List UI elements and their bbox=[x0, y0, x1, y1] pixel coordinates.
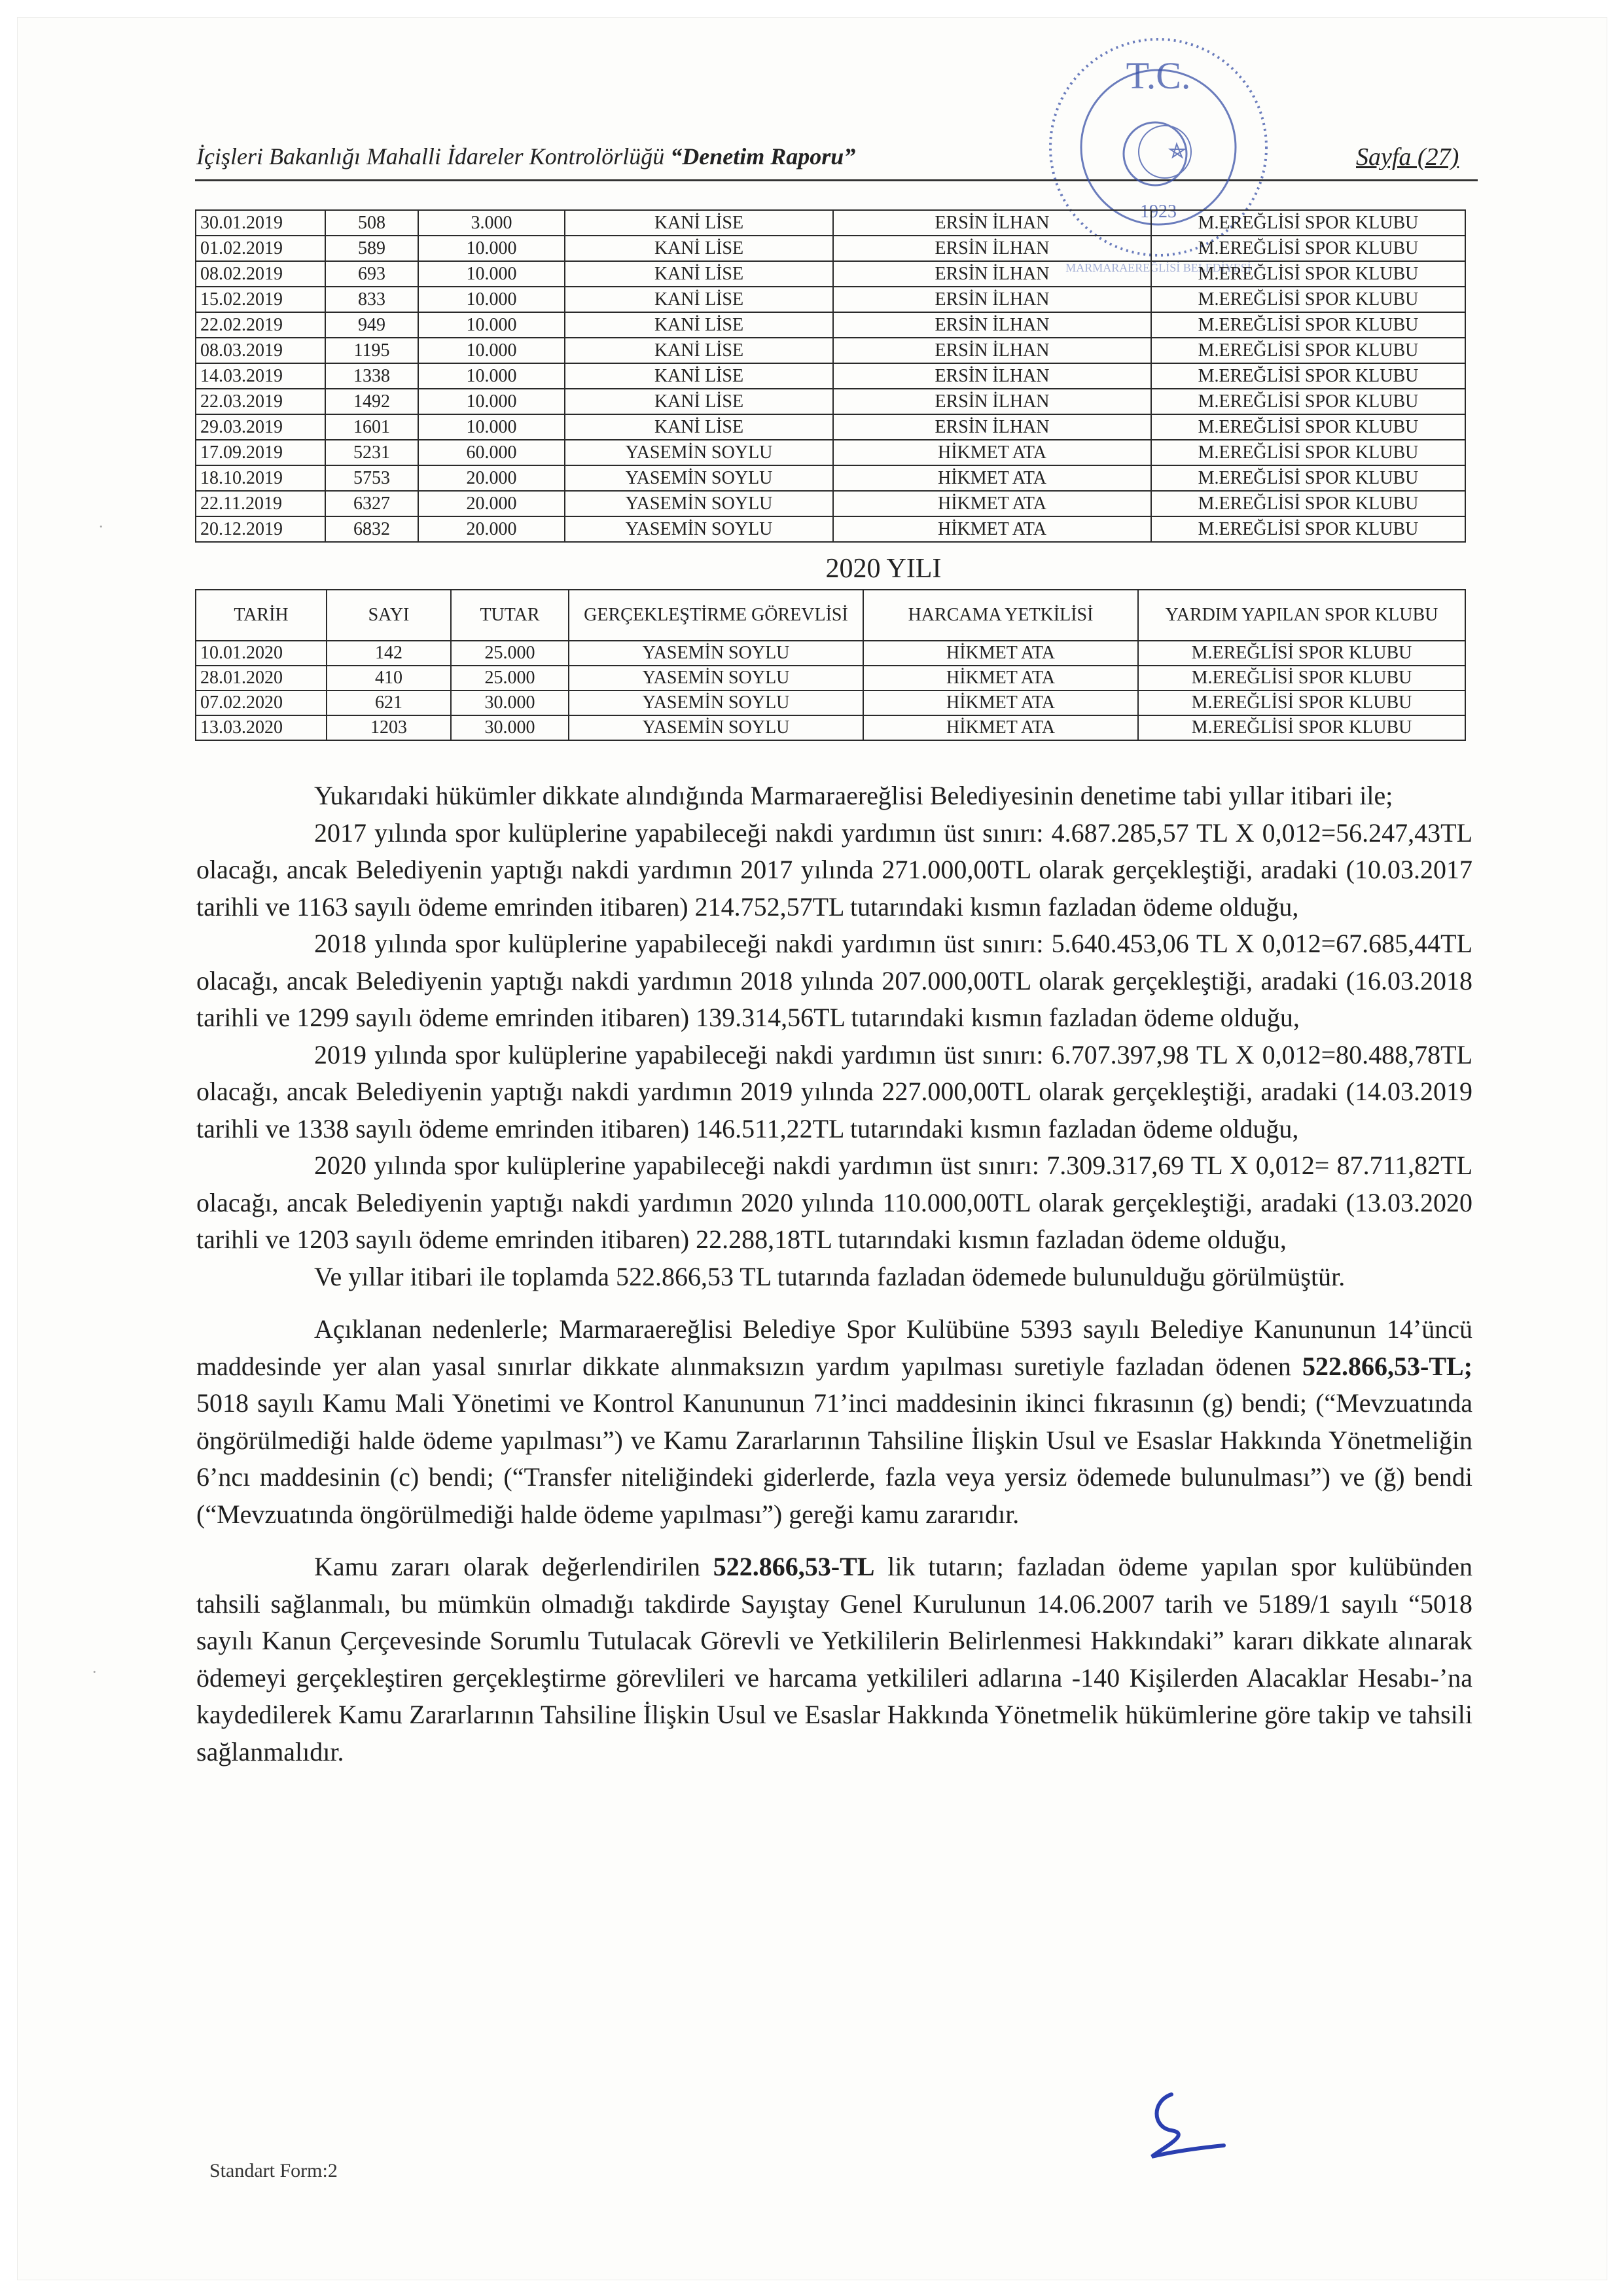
number-cell: 508 bbox=[325, 210, 418, 236]
report-body bbox=[196, 778, 1472, 1770]
officer-cell: KANİ LİSE bbox=[565, 389, 833, 414]
date-cell: 20.12.2019 bbox=[196, 516, 325, 542]
officer-cell: KANİ LİSE bbox=[565, 363, 833, 389]
scan-margin-mark: · bbox=[92, 1662, 98, 1681]
conclusion-text-b: lik tutarın; fazladan ödeme yapılan spor kulübünden tahsili sağlanmalı, bu mümkün olmadığı takdirde Sayıştay Genel Kurulunun 14.06.2007 tarih ve 5189/1 sayılı “5018 sayılı Kanun Çerçevesinde Sorumlu Tutulacak Görevli ve Yetkililerin Belirlenmesi Hakkındaki” kararı dikkate alınarak ödemeyi gerçekleştiren gerçekleştirme görevlileri ve harcama yetkilileri adlarına -140 Kişilerden Alacaklar Hesabı-’na kaydedilerek Kamu Zararlarının Tahsiline İlişkin Usul ve Esaslar Hakkında Yönetmelik hükümlerine göre takip ve tahsili sağlanmalıdır. bbox=[196, 1552, 1472, 1767]
reason-text-b: 5018 sayılı Kamu Mali Yönetimi ve Kontrol Kanununun 71’inci maddesinin ikinci fıkrasının (g) bendi; (“Mevzuatında öngörülmediği halde ödeme yapılması”) ve Kamu Zararlarının Tahsiline İlişkin Usul ve Esaslar Hakkında Yönetmeliğin 6’ncı maddesinin (c) bendi; (“Transfer niteliğindeki giderlerde, fazla veya yersiz ödemede bulunulması”) ve (ğ) bendi (“Mevzuatında öngörülmediği halde ödeme yapılması”) gereği kamu zararıdır. bbox=[196, 1388, 1472, 1529]
number-cell: 5231 bbox=[325, 440, 418, 465]
officer-cell: KANİ LİSE bbox=[565, 338, 833, 363]
authority-cell: ERSİN İLHAN bbox=[833, 236, 1151, 261]
authority-cell: ERSİN İLHAN bbox=[833, 287, 1151, 312]
amount-cell: 60.000 bbox=[418, 440, 565, 465]
paragraph-2018: 2018 yılında spor kulüplerine yapabileceği nakdi yardımın üst sınırı: 5.640.453,06 TL X 0,012=67.685,44TL olacağı, ancak Belediyenin yaptığı nakdi yardımın 2018 yılında 207.000,00TL olarak gerçekleştiği, aradaki (16.03.2018 tarihli ve 1299 sayılı ödeme emrinden itibaren) 139.314,56TL tutarındaki kısmın fazladan ödeme olduğu, bbox=[196, 929, 1472, 1032]
initials-signature bbox=[1126, 2075, 1237, 2173]
number-cell: 142 bbox=[327, 641, 451, 666]
club-cell: M.EREĞLİSİ SPOR KLUBU bbox=[1151, 287, 1465, 312]
authority-cell: ERSİN İLHAN bbox=[833, 312, 1151, 338]
table-row bbox=[196, 414, 1465, 440]
table-row bbox=[196, 641, 1465, 666]
table-row bbox=[196, 389, 1465, 414]
club-cell: M.EREĞLİSİ SPOR KLUBU bbox=[1138, 666, 1465, 691]
scan-margin-mark: · bbox=[98, 517, 104, 536]
paragraph-2019: 2019 yılında spor kulüplerine yapabileceği nakdi yardımın üst sınırı: 6.707.397,98 TL X 0,012=80.488,78TL olacağı, ancak Belediyenin yaptığı nakdi yardımın 2019 yılında 227.000,00TL olarak gerçekleştiği, aradaki (14.03.2019 tarihli ve 1338 sayılı ödeme emrinden itibaren) 146.511,22TL tutarındaki kısmın fazladan ödeme olduğu, bbox=[196, 1039, 1472, 1143]
amount-cell: 25.000 bbox=[451, 641, 569, 666]
authority-cell: HİKMET ATA bbox=[863, 691, 1138, 715]
number-cell: 1203 bbox=[327, 715, 451, 740]
club-cell: M.EREĞLİSİ SPOR KLUBU bbox=[1151, 516, 1465, 542]
table-row bbox=[196, 236, 1465, 261]
date-cell: 28.01.2020 bbox=[196, 666, 327, 691]
paragraph-2017: 2017 yılında spor kulüplerine yapabileceği nakdi yardımın üst sınırı: 4.687.285,57 TL X 0,012=56.247,43TL olacağı, ancak Belediyenin yaptığı nakdi yardımın 2017 yılında 271.000,00TL olarak gerçekleştiği, aradaki (10.03.2017 tarihli ve 1163 sayılı ödeme emrinden itibaren) 214.752,57TL tutarındaki kısmın fazladan ödeme olduğu, bbox=[196, 817, 1472, 922]
column-header-club: YARDIM YAPILAN SPOR KLUBU bbox=[1138, 590, 1465, 641]
officer-cell: YASEMİN SOYLU bbox=[569, 666, 863, 691]
number-cell: 621 bbox=[327, 691, 451, 715]
number-cell: 949 bbox=[325, 312, 418, 338]
column-header-number: SAYI bbox=[327, 590, 451, 641]
table-row bbox=[196, 465, 1465, 491]
table-row bbox=[196, 261, 1465, 287]
club-cell: M.EREĞLİSİ SPOR KLUBU bbox=[1151, 465, 1465, 491]
authority-cell: HİKMET ATA bbox=[863, 715, 1138, 740]
officer-cell: YASEMİN SOYLU bbox=[569, 715, 863, 740]
reason-text-a: Açıklanan nedenlerle; Marmaraereğlisi Belediye Spor Kulübüne 5393 sayılı Belediye Kanununun 14’üncü maddesinde yer alan yasal sınırlar dikkate alınmaksızın yardım yapılması suretiyle fazladan ödenen bbox=[196, 1314, 1472, 1381]
authority-cell: HİKMET ATA bbox=[863, 641, 1138, 666]
number-cell: 589 bbox=[325, 236, 418, 261]
amount-cell: 30.000 bbox=[451, 691, 569, 715]
date-cell: 30.01.2019 bbox=[196, 210, 325, 236]
club-cell: M.EREĞLİSİ SPOR KLUBU bbox=[1138, 691, 1465, 715]
amount-cell: 10.000 bbox=[418, 236, 565, 261]
authority-cell: HİKMET ATA bbox=[833, 491, 1151, 516]
officer-cell: YASEMİN SOYLU bbox=[569, 641, 863, 666]
officer-cell: YASEMİN SOYLU bbox=[565, 465, 833, 491]
page-number: Sayfa (27) bbox=[1356, 143, 1459, 171]
amount-cell: 20.000 bbox=[418, 465, 565, 491]
club-cell: M.EREĞLİSİ SPOR KLUBU bbox=[1151, 491, 1465, 516]
amount-cell: 20.000 bbox=[418, 491, 565, 516]
paragraph-2020: 2020 yılında spor kulüplerine yapabileceği nakdi yardımın üst sınırı: 7.309.317,69 TL X 0,012= 87.711,82TL olacağı, ancak Belediyenin yaptığı nakdi yardımın 2020 yılında 110.000,00TL olarak gerçekleştiği, aradaki (13.03.2020 tarihli ve 1203 sayılı ödeme emrinden itibaren) 22.288,18TL tutarındaki kısmın fazladan ödeme olduğu, bbox=[196, 1151, 1472, 1254]
officer-cell: KANİ LİSE bbox=[565, 414, 833, 440]
intro-paragraph: Yukarıdaki hükümler dikkate alındığında Marmaraereğlisi Belediyesinin denetime tabi yıllar itibari ile; bbox=[314, 781, 1393, 810]
column-header-date: TARİH bbox=[196, 590, 327, 641]
stamp-year: 1923 bbox=[1140, 202, 1177, 222]
table-row bbox=[196, 440, 1465, 465]
amount-cell: 10.000 bbox=[418, 414, 565, 440]
amount-cell: 10.000 bbox=[418, 363, 565, 389]
officer-cell: YASEMİN SOYLU bbox=[569, 691, 863, 715]
date-cell: 01.02.2019 bbox=[196, 236, 325, 261]
authority-cell: HİKMET ATA bbox=[833, 465, 1151, 491]
report-header-title bbox=[196, 143, 855, 170]
amount-cell: 3.000 bbox=[418, 210, 565, 236]
amount-cell: 10.000 bbox=[418, 312, 565, 338]
number-cell: 1601 bbox=[325, 414, 418, 440]
authority-cell: ERSİN İLHAN bbox=[833, 261, 1151, 287]
number-cell: 693 bbox=[325, 261, 418, 287]
number-cell: 410 bbox=[327, 666, 451, 691]
table-header-row bbox=[196, 590, 1465, 641]
column-header-authority: HARCAMA YETKİLİSİ bbox=[863, 590, 1138, 641]
club-cell: M.EREĞLİSİ SPOR KLUBU bbox=[1151, 338, 1465, 363]
club-cell: M.EREĞLİSİ SPOR KLUBU bbox=[1138, 715, 1465, 740]
club-cell: M.EREĞLİSİ SPOR KLUBU bbox=[1151, 236, 1465, 261]
officer-cell: YASEMİN SOYLU bbox=[565, 516, 833, 542]
officer-cell: KANİ LİSE bbox=[565, 210, 833, 236]
footer-form-label: Standart Form:2 bbox=[209, 2160, 338, 2181]
authority-cell: ERSİN İLHAN bbox=[833, 389, 1151, 414]
stamp-emblem-text: T.C. bbox=[1126, 54, 1191, 97]
date-cell: 22.11.2019 bbox=[196, 491, 325, 516]
date-cell: 10.01.2020 bbox=[196, 641, 327, 666]
club-cell: M.EREĞLİSİ SPOR KLUBU bbox=[1151, 261, 1465, 287]
club-cell: M.EREĞLİSİ SPOR KLUBU bbox=[1151, 414, 1465, 440]
payments-table-2019 bbox=[195, 209, 1466, 543]
payments-table-2020-body bbox=[196, 641, 1465, 740]
header-title-prefix: İçişleri Bakanlığı Mahalli İdareler Kontrolörlüğü bbox=[196, 143, 671, 170]
table-row bbox=[196, 312, 1465, 338]
date-cell: 08.02.2019 bbox=[196, 261, 325, 287]
conclusion-amount: 522.866,53-TL bbox=[713, 1552, 875, 1581]
number-cell: 6832 bbox=[325, 516, 418, 542]
authority-cell: HİKMET ATA bbox=[863, 666, 1138, 691]
officer-cell: YASEMİN SOYLU bbox=[565, 491, 833, 516]
payments-table-2019-body bbox=[196, 210, 1465, 542]
club-cell: M.EREĞLİSİ SPOR KLUBU bbox=[1151, 312, 1465, 338]
authority-cell: HİKMET ATA bbox=[833, 440, 1151, 465]
payments-table-2020 bbox=[195, 589, 1466, 741]
header-title-report-name: “Denetim Raporu” bbox=[670, 143, 856, 170]
date-cell: 15.02.2019 bbox=[196, 287, 325, 312]
amount-cell: 10.000 bbox=[418, 287, 565, 312]
table-row bbox=[196, 491, 1465, 516]
date-cell: 29.03.2019 bbox=[196, 414, 325, 440]
authority-cell: ERSİN İLHAN bbox=[833, 338, 1151, 363]
table-row bbox=[196, 363, 1465, 389]
club-cell: M.EREĞLİSİ SPOR KLUBU bbox=[1151, 210, 1465, 236]
column-header-amount: TUTAR bbox=[451, 590, 569, 641]
conclusion-text-a: Kamu zararı olarak değerlendirilen bbox=[314, 1552, 713, 1581]
date-cell: 08.03.2019 bbox=[196, 338, 325, 363]
date-cell: 22.03.2019 bbox=[196, 389, 325, 414]
officer-cell: YASEMİN SOYLU bbox=[565, 440, 833, 465]
paragraph-total: Ve yıllar itibari ile toplamda 522.866,53 TL tutarında fazladan ödemede bulunulduğu görülmüştür. bbox=[314, 1261, 1346, 1291]
officer-cell: KANİ LİSE bbox=[565, 287, 833, 312]
date-cell: 14.03.2019 bbox=[196, 363, 325, 389]
table-row bbox=[196, 715, 1465, 740]
number-cell: 1338 bbox=[325, 363, 418, 389]
amount-cell: 10.000 bbox=[418, 389, 565, 414]
number-cell: 1492 bbox=[325, 389, 418, 414]
amount-cell: 10.000 bbox=[418, 338, 565, 363]
authority-cell: ERSİN İLHAN bbox=[833, 210, 1151, 236]
column-header-officer: GERÇEKLEŞTİRME GÖREVLİSİ bbox=[569, 590, 863, 641]
amount-cell: 30.000 bbox=[451, 715, 569, 740]
number-cell: 1195 bbox=[325, 338, 418, 363]
officer-cell: KANİ LİSE bbox=[565, 261, 833, 287]
number-cell: 6327 bbox=[325, 491, 418, 516]
table-row bbox=[196, 691, 1465, 715]
amount-cell: 10.000 bbox=[418, 261, 565, 287]
date-cell: 22.02.2019 bbox=[196, 312, 325, 338]
amount-cell: 25.000 bbox=[451, 666, 569, 691]
number-cell: 5753 bbox=[325, 465, 418, 491]
table-row bbox=[196, 666, 1465, 691]
date-cell: 13.03.2020 bbox=[196, 715, 327, 740]
reason-amount: 522.866,53-TL; bbox=[1302, 1351, 1472, 1381]
authority-cell: ERSİN İLHAN bbox=[833, 414, 1151, 440]
date-cell: 18.10.2019 bbox=[196, 465, 325, 491]
section-title-2020: 2020 YILI bbox=[825, 554, 942, 584]
officer-cell: KANİ LİSE bbox=[565, 236, 833, 261]
date-cell: 17.09.2019 bbox=[196, 440, 325, 465]
club-cell: M.EREĞLİSİ SPOR KLUBU bbox=[1138, 641, 1465, 666]
club-cell: M.EREĞLİSİ SPOR KLUBU bbox=[1151, 363, 1465, 389]
stamp-ring-text: MARMARAEREĞLİSİ BELEDİYESİ bbox=[1065, 261, 1251, 274]
table-row bbox=[196, 516, 1465, 542]
date-cell: 07.02.2020 bbox=[196, 691, 327, 715]
officer-cell: KANİ LİSE bbox=[565, 312, 833, 338]
paragraph-reason bbox=[196, 1311, 1472, 1533]
table-row bbox=[196, 210, 1465, 236]
table-row bbox=[196, 338, 1465, 363]
authority-cell: ERSİN İLHAN bbox=[833, 363, 1151, 389]
club-cell: M.EREĞLİSİ SPOR KLUBU bbox=[1151, 389, 1465, 414]
authority-cell: HİKMET ATA bbox=[833, 516, 1151, 542]
amount-cell: 20.000 bbox=[418, 516, 565, 542]
club-cell: M.EREĞLİSİ SPOR KLUBU bbox=[1151, 440, 1465, 465]
number-cell: 833 bbox=[325, 287, 418, 312]
paragraph-conclusion bbox=[196, 1549, 1472, 1770]
table-row bbox=[196, 287, 1465, 312]
